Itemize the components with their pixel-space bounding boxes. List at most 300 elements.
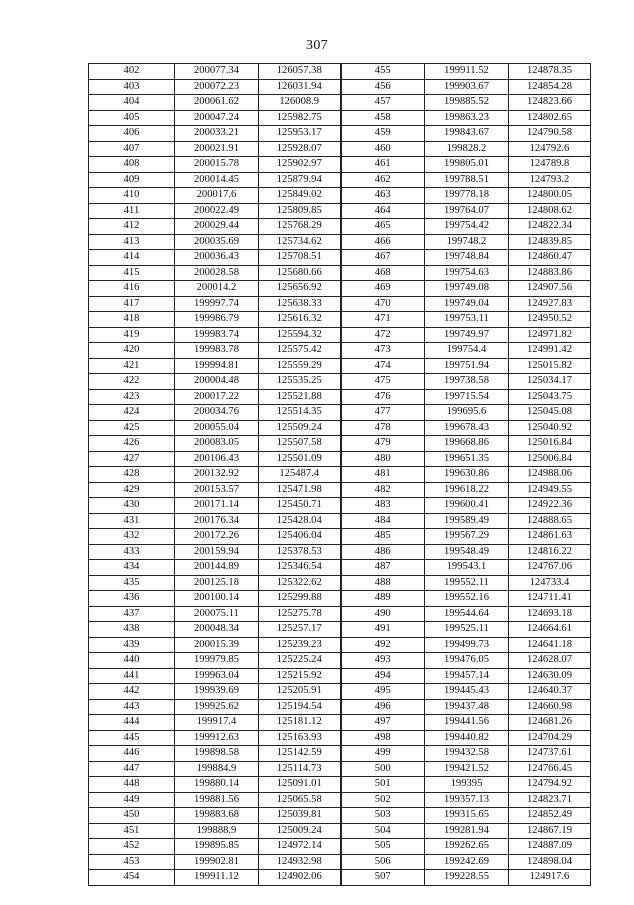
point-number-right-cell: 499	[341, 746, 425, 762]
table-row	[89, 777, 591, 793]
y-coordinate-left-cell: 125514.35	[259, 405, 341, 421]
x-coordinate-left-cell: 199883.68	[175, 808, 259, 824]
point-number-left-cell: 434	[89, 560, 175, 576]
table-row	[89, 420, 591, 436]
point-number-right-cell: 495	[341, 684, 425, 700]
y-coordinate-right-cell: 124898.04	[509, 854, 591, 870]
y-coordinate-left-cell: 125039.81	[259, 808, 341, 824]
y-coordinate-left-cell: 125507.58	[259, 436, 341, 452]
x-coordinate-right-cell: 199788.51	[425, 172, 509, 188]
table-row	[89, 808, 591, 824]
table-row	[89, 637, 591, 653]
x-coordinate-right-cell: 199754.4	[425, 343, 509, 359]
x-coordinate-right-cell: 199668.86	[425, 436, 509, 452]
x-coordinate-left-cell: 199880.14	[175, 777, 259, 793]
point-number-right-cell: 500	[341, 761, 425, 777]
point-number-right-cell: 505	[341, 839, 425, 855]
y-coordinate-left-cell: 125708.51	[259, 250, 341, 266]
point-number-right-cell: 462	[341, 172, 425, 188]
point-number-left-cell: 451	[89, 823, 175, 839]
x-coordinate-left-cell: 200029.44	[175, 219, 259, 235]
y-coordinate-right-cell: 124711.41	[509, 591, 591, 607]
y-coordinate-right-cell: 124641.18	[509, 637, 591, 653]
point-number-right-cell: 467	[341, 250, 425, 266]
y-coordinate-right-cell: 124949.55	[509, 482, 591, 498]
x-coordinate-left-cell: 200014.45	[175, 172, 259, 188]
y-coordinate-left-cell: 125215.92	[259, 668, 341, 684]
x-coordinate-right-cell: 199715.54	[425, 389, 509, 405]
y-coordinate-left-cell: 125205.91	[259, 684, 341, 700]
y-coordinate-right-cell: 124767.06	[509, 560, 591, 576]
y-coordinate-left-cell: 125163.93	[259, 730, 341, 746]
point-number-left-cell: 436	[89, 591, 175, 607]
y-coordinate-left-cell: 125239.23	[259, 637, 341, 653]
x-coordinate-left-cell: 200083.05	[175, 436, 259, 452]
y-coordinate-left-cell: 125257.17	[259, 622, 341, 638]
y-coordinate-right-cell: 125040.92	[509, 420, 591, 436]
point-number-right-cell: 471	[341, 312, 425, 328]
point-number-left-cell: 406	[89, 126, 175, 142]
y-coordinate-right-cell: 124854.28	[509, 79, 591, 95]
point-number-right-cell: 490	[341, 606, 425, 622]
x-coordinate-left-cell: 200047.24	[175, 110, 259, 126]
x-coordinate-right-cell: 199749.08	[425, 281, 509, 297]
y-coordinate-right-cell: 124630.09	[509, 668, 591, 684]
x-coordinate-left-cell: 199994.81	[175, 358, 259, 374]
point-number-right-cell: 498	[341, 730, 425, 746]
y-coordinate-right-cell: 124789.8	[509, 157, 591, 173]
y-coordinate-right-cell: 124808.62	[509, 203, 591, 219]
y-coordinate-left-cell: 125114.73	[259, 761, 341, 777]
point-number-right-cell: 502	[341, 792, 425, 808]
x-coordinate-right-cell: 199695.6	[425, 405, 509, 421]
y-coordinate-right-cell: 125043.75	[509, 389, 591, 405]
x-coordinate-left-cell: 199912.63	[175, 730, 259, 746]
y-coordinate-right-cell: 124816.22	[509, 544, 591, 560]
y-coordinate-right-cell: 124664.61	[509, 622, 591, 638]
y-coordinate-right-cell: 124860.47	[509, 250, 591, 266]
y-coordinate-left-cell: 125809.85	[259, 203, 341, 219]
y-coordinate-right-cell: 124883.86	[509, 265, 591, 281]
point-number-right-cell: 488	[341, 575, 425, 591]
y-coordinate-right-cell: 124733.4	[509, 575, 591, 591]
x-coordinate-right-cell: 199445.43	[425, 684, 509, 700]
x-coordinate-left-cell: 199881.56	[175, 792, 259, 808]
point-number-right-cell: 480	[341, 451, 425, 467]
point-number-right-cell: 456	[341, 79, 425, 95]
x-coordinate-right-cell: 199651.35	[425, 451, 509, 467]
y-coordinate-right-cell: 124660.98	[509, 699, 591, 715]
table-row	[89, 389, 591, 405]
y-coordinate-right-cell: 124878.35	[509, 64, 591, 80]
table-row	[89, 157, 591, 173]
y-coordinate-left-cell: 125450.71	[259, 498, 341, 514]
point-number-left-cell: 404	[89, 95, 175, 111]
y-coordinate-right-cell: 125016.84	[509, 436, 591, 452]
point-number-left-cell: 412	[89, 219, 175, 235]
x-coordinate-right-cell: 199764.07	[425, 203, 509, 219]
y-coordinate-left-cell: 125487.4	[259, 467, 341, 483]
table-row	[89, 529, 591, 545]
table-row	[89, 141, 591, 157]
table-row	[89, 343, 591, 359]
point-number-right-cell: 506	[341, 854, 425, 870]
point-number-left-cell: 409	[89, 172, 175, 188]
y-coordinate-left-cell: 125953.17	[259, 126, 341, 142]
point-number-right-cell: 497	[341, 715, 425, 731]
point-number-left-cell: 415	[89, 265, 175, 281]
point-number-right-cell: 469	[341, 281, 425, 297]
table-row	[89, 281, 591, 297]
x-coordinate-right-cell: 199262.65	[425, 839, 509, 855]
point-number-left-cell: 419	[89, 327, 175, 343]
x-coordinate-right-cell: 199754.63	[425, 265, 509, 281]
x-coordinate-left-cell: 199997.74	[175, 296, 259, 312]
point-number-left-cell: 402	[89, 64, 175, 80]
y-coordinate-right-cell: 124950.52	[509, 312, 591, 328]
x-coordinate-right-cell: 199552.11	[425, 575, 509, 591]
x-coordinate-left-cell: 200055.04	[175, 420, 259, 436]
x-coordinate-right-cell: 199548.49	[425, 544, 509, 560]
y-coordinate-left-cell: 125928.07	[259, 141, 341, 157]
y-coordinate-right-cell: 124704.29	[509, 730, 591, 746]
y-coordinate-right-cell: 124988.06	[509, 467, 591, 483]
x-coordinate-left-cell: 200172.26	[175, 529, 259, 545]
x-coordinate-right-cell: 199678.43	[425, 420, 509, 436]
x-coordinate-left-cell: 199895.85	[175, 839, 259, 855]
x-coordinate-right-cell: 199499.73	[425, 637, 509, 653]
y-coordinate-left-cell: 125879.94	[259, 172, 341, 188]
x-coordinate-right-cell: 199242.69	[425, 854, 509, 870]
point-number-right-cell: 481	[341, 467, 425, 483]
point-number-left-cell: 453	[89, 854, 175, 870]
y-coordinate-right-cell: 124800.05	[509, 188, 591, 204]
y-coordinate-left-cell: 125275.78	[259, 606, 341, 622]
y-coordinate-right-cell: 124852.49	[509, 808, 591, 824]
point-number-right-cell: 494	[341, 668, 425, 684]
point-number-right-cell: 466	[341, 234, 425, 250]
y-coordinate-right-cell: 124640.37	[509, 684, 591, 700]
x-coordinate-right-cell: 199903.67	[425, 79, 509, 95]
y-coordinate-left-cell: 126008.9	[259, 95, 341, 111]
point-number-left-cell: 403	[89, 79, 175, 95]
point-number-left-cell: 438	[89, 622, 175, 638]
y-coordinate-right-cell: 124737.61	[509, 746, 591, 762]
point-number-left-cell: 405	[89, 110, 175, 126]
x-coordinate-right-cell: 199911.52	[425, 64, 509, 80]
table-row	[89, 467, 591, 483]
x-coordinate-left-cell: 200106.43	[175, 451, 259, 467]
y-coordinate-left-cell: 125406.04	[259, 529, 341, 545]
point-number-left-cell: 407	[89, 141, 175, 157]
y-coordinate-left-cell: 125594.32	[259, 327, 341, 343]
x-coordinate-right-cell: 199525.11	[425, 622, 509, 638]
y-coordinate-left-cell: 125521.88	[259, 389, 341, 405]
x-coordinate-right-cell: 199552.16	[425, 591, 509, 607]
point-number-right-cell: 477	[341, 405, 425, 421]
table-row	[89, 591, 591, 607]
point-number-right-cell: 470	[341, 296, 425, 312]
table-row	[89, 436, 591, 452]
point-number-right-cell: 473	[341, 343, 425, 359]
x-coordinate-left-cell: 199963.04	[175, 668, 259, 684]
point-number-right-cell: 457	[341, 95, 425, 111]
point-number-left-cell: 430	[89, 498, 175, 514]
point-number-left-cell: 445	[89, 730, 175, 746]
table-row	[89, 668, 591, 684]
x-coordinate-left-cell: 200061.62	[175, 95, 259, 111]
x-coordinate-right-cell: 199863.23	[425, 110, 509, 126]
point-number-right-cell: 465	[341, 219, 425, 235]
y-coordinate-left-cell: 125091.01	[259, 777, 341, 793]
x-coordinate-left-cell: 200100.14	[175, 591, 259, 607]
x-coordinate-left-cell: 200036.43	[175, 250, 259, 266]
point-number-left-cell: 420	[89, 343, 175, 359]
y-coordinate-right-cell: 125015.82	[509, 358, 591, 374]
x-coordinate-left-cell: 200034.76	[175, 405, 259, 421]
y-coordinate-right-cell: 124822.34	[509, 219, 591, 235]
point-number-left-cell: 447	[89, 761, 175, 777]
x-coordinate-right-cell: 199432.58	[425, 746, 509, 762]
point-number-right-cell: 493	[341, 653, 425, 669]
point-number-right-cell: 484	[341, 513, 425, 529]
x-coordinate-left-cell: 200153.57	[175, 482, 259, 498]
point-number-left-cell: 437	[89, 606, 175, 622]
point-number-left-cell: 418	[89, 312, 175, 328]
x-coordinate-left-cell: 200077.34	[175, 64, 259, 80]
page-number: 307	[306, 38, 328, 53]
y-coordinate-right-cell: 124867.19	[509, 823, 591, 839]
x-coordinate-right-cell: 199589.49	[425, 513, 509, 529]
y-coordinate-right-cell: 125034.17	[509, 374, 591, 390]
y-coordinate-left-cell: 124902.06	[259, 870, 341, 886]
table-row	[89, 172, 591, 188]
x-coordinate-right-cell: 199754.42	[425, 219, 509, 235]
coordinates-table-body	[89, 64, 591, 886]
table-row	[89, 746, 591, 762]
x-coordinate-left-cell: 200015.78	[175, 157, 259, 173]
y-coordinate-right-cell: 124823.66	[509, 95, 591, 111]
point-number-left-cell: 446	[89, 746, 175, 762]
y-coordinate-left-cell: 124932.98	[259, 854, 341, 870]
x-coordinate-right-cell: 199751.94	[425, 358, 509, 374]
x-coordinate-left-cell: 200014.2	[175, 281, 259, 297]
point-number-right-cell: 491	[341, 622, 425, 638]
point-number-right-cell: 492	[341, 637, 425, 653]
x-coordinate-right-cell: 199753.11	[425, 312, 509, 328]
table-row	[89, 622, 591, 638]
point-number-left-cell: 442	[89, 684, 175, 700]
table-row	[89, 110, 591, 126]
x-coordinate-left-cell: 199983.78	[175, 343, 259, 359]
table-row	[89, 730, 591, 746]
y-coordinate-right-cell: 124792.6	[509, 141, 591, 157]
x-coordinate-left-cell: 199917.4	[175, 715, 259, 731]
x-coordinate-right-cell: 199395	[425, 777, 509, 793]
point-number-right-cell: 458	[341, 110, 425, 126]
x-coordinate-right-cell: 199440.82	[425, 730, 509, 746]
x-coordinate-left-cell: 200171.14	[175, 498, 259, 514]
point-number-left-cell: 422	[89, 374, 175, 390]
table-row	[89, 265, 591, 281]
point-number-left-cell: 426	[89, 436, 175, 452]
x-coordinate-left-cell: 199979.85	[175, 653, 259, 669]
point-number-right-cell: 459	[341, 126, 425, 142]
table-row	[89, 95, 591, 111]
point-number-right-cell: 489	[341, 591, 425, 607]
point-number-left-cell: 425	[89, 420, 175, 436]
table-row	[89, 312, 591, 328]
point-number-right-cell: 455	[341, 64, 425, 80]
table-row	[89, 870, 591, 886]
point-number-right-cell: 461	[341, 157, 425, 173]
y-coordinate-left-cell: 125225.24	[259, 653, 341, 669]
table-row	[89, 126, 591, 142]
x-coordinate-right-cell: 199828.2	[425, 141, 509, 157]
x-coordinate-left-cell: 200048.34	[175, 622, 259, 638]
point-number-right-cell: 496	[341, 699, 425, 715]
x-coordinate-left-cell: 200132.92	[175, 467, 259, 483]
y-coordinate-left-cell: 125428.04	[259, 513, 341, 529]
point-number-right-cell: 479	[341, 436, 425, 452]
x-coordinate-left-cell: 200017.6	[175, 188, 259, 204]
y-coordinate-right-cell: 124793.2	[509, 172, 591, 188]
y-coordinate-left-cell: 125509.24	[259, 420, 341, 436]
y-coordinate-right-cell: 124927.83	[509, 296, 591, 312]
y-coordinate-right-cell: 124766.45	[509, 761, 591, 777]
y-coordinate-right-cell: 124922.36	[509, 498, 591, 514]
y-coordinate-left-cell: 125982.75	[259, 110, 341, 126]
y-coordinate-right-cell: 124802.65	[509, 110, 591, 126]
y-coordinate-left-cell: 125346.54	[259, 560, 341, 576]
y-coordinate-left-cell: 125616.32	[259, 312, 341, 328]
table-row	[89, 544, 591, 560]
point-number-left-cell: 432	[89, 529, 175, 545]
table-row	[89, 234, 591, 250]
point-number-right-cell: 464	[341, 203, 425, 219]
x-coordinate-right-cell: 199228.55	[425, 870, 509, 886]
point-number-left-cell: 441	[89, 668, 175, 684]
table-row	[89, 854, 591, 870]
table-row	[89, 684, 591, 700]
x-coordinate-right-cell: 199357.13	[425, 792, 509, 808]
x-coordinate-left-cell: 199986.79	[175, 312, 259, 328]
point-number-left-cell: 410	[89, 188, 175, 204]
x-coordinate-left-cell: 200144.89	[175, 560, 259, 576]
y-coordinate-right-cell: 124839.85	[509, 234, 591, 250]
x-coordinate-right-cell: 199805.01	[425, 157, 509, 173]
y-coordinate-left-cell: 126031.94	[259, 79, 341, 95]
point-number-right-cell: 501	[341, 777, 425, 793]
table-row	[89, 250, 591, 266]
y-coordinate-right-cell: 124991.42	[509, 343, 591, 359]
point-number-left-cell: 416	[89, 281, 175, 297]
point-number-left-cell: 448	[89, 777, 175, 793]
point-number-right-cell: 482	[341, 482, 425, 498]
x-coordinate-left-cell: 199888.9	[175, 823, 259, 839]
point-number-right-cell: 475	[341, 374, 425, 390]
point-number-left-cell: 421	[89, 358, 175, 374]
point-number-left-cell: 452	[89, 839, 175, 855]
table-row	[89, 699, 591, 715]
y-coordinate-left-cell: 125471.98	[259, 482, 341, 498]
x-coordinate-left-cell: 199939.69	[175, 684, 259, 700]
x-coordinate-right-cell: 199630.86	[425, 467, 509, 483]
point-number-right-cell: 485	[341, 529, 425, 545]
y-coordinate-left-cell: 125656.92	[259, 281, 341, 297]
point-number-right-cell: 504	[341, 823, 425, 839]
point-number-right-cell: 507	[341, 870, 425, 886]
point-number-right-cell: 463	[341, 188, 425, 204]
x-coordinate-left-cell: 199911.12	[175, 870, 259, 886]
x-coordinate-left-cell: 200075.11	[175, 606, 259, 622]
y-coordinate-left-cell: 125849.02	[259, 188, 341, 204]
point-number-left-cell: 423	[89, 389, 175, 405]
y-coordinate-left-cell: 125559.29	[259, 358, 341, 374]
y-coordinate-right-cell: 124887.09	[509, 839, 591, 855]
y-coordinate-right-cell: 124971.82	[509, 327, 591, 343]
x-coordinate-left-cell: 200028.58	[175, 265, 259, 281]
point-number-left-cell: 408	[89, 157, 175, 173]
table-row	[89, 560, 591, 576]
x-coordinate-left-cell: 200015.39	[175, 637, 259, 653]
point-number-right-cell: 478	[341, 420, 425, 436]
table-row	[89, 451, 591, 467]
y-coordinate-right-cell: 124681.26	[509, 715, 591, 731]
y-coordinate-right-cell: 124861.63	[509, 529, 591, 545]
y-coordinate-right-cell: 124693.18	[509, 606, 591, 622]
table-row	[89, 513, 591, 529]
point-number-left-cell: 439	[89, 637, 175, 653]
y-coordinate-left-cell: 125680.66	[259, 265, 341, 281]
point-number-left-cell: 428	[89, 467, 175, 483]
table-row	[89, 761, 591, 777]
table-row	[89, 823, 591, 839]
x-coordinate-right-cell: 199567.29	[425, 529, 509, 545]
x-coordinate-left-cell: 199925.62	[175, 699, 259, 715]
point-number-left-cell: 431	[89, 513, 175, 529]
x-coordinate-right-cell: 199618.22	[425, 482, 509, 498]
point-number-right-cell: 474	[341, 358, 425, 374]
point-number-right-cell: 472	[341, 327, 425, 343]
point-number-right-cell: 503	[341, 808, 425, 824]
table-row	[89, 64, 591, 80]
table-row	[89, 405, 591, 421]
y-coordinate-left-cell: 125768.29	[259, 219, 341, 235]
point-number-left-cell: 429	[89, 482, 175, 498]
y-coordinate-left-cell: 125194.54	[259, 699, 341, 715]
x-coordinate-right-cell: 199543.1	[425, 560, 509, 576]
y-coordinate-left-cell: 125322.62	[259, 575, 341, 591]
y-coordinate-left-cell: 125535.25	[259, 374, 341, 390]
table-row	[89, 374, 591, 390]
point-number-left-cell: 450	[89, 808, 175, 824]
y-coordinate-right-cell: 125045.08	[509, 405, 591, 421]
x-coordinate-right-cell: 199885.52	[425, 95, 509, 111]
y-coordinate-left-cell: 125734.62	[259, 234, 341, 250]
point-number-left-cell: 424	[89, 405, 175, 421]
y-coordinate-left-cell: 125009.24	[259, 823, 341, 839]
x-coordinate-right-cell: 199315.65	[425, 808, 509, 824]
table-row	[89, 219, 591, 235]
point-number-left-cell: 443	[89, 699, 175, 715]
x-coordinate-right-cell: 199738.58	[425, 374, 509, 390]
point-number-right-cell: 483	[341, 498, 425, 514]
y-coordinate-right-cell: 124823.71	[509, 792, 591, 808]
table-row	[89, 575, 591, 591]
y-coordinate-right-cell: 124917.6	[509, 870, 591, 886]
point-number-right-cell: 460	[341, 141, 425, 157]
